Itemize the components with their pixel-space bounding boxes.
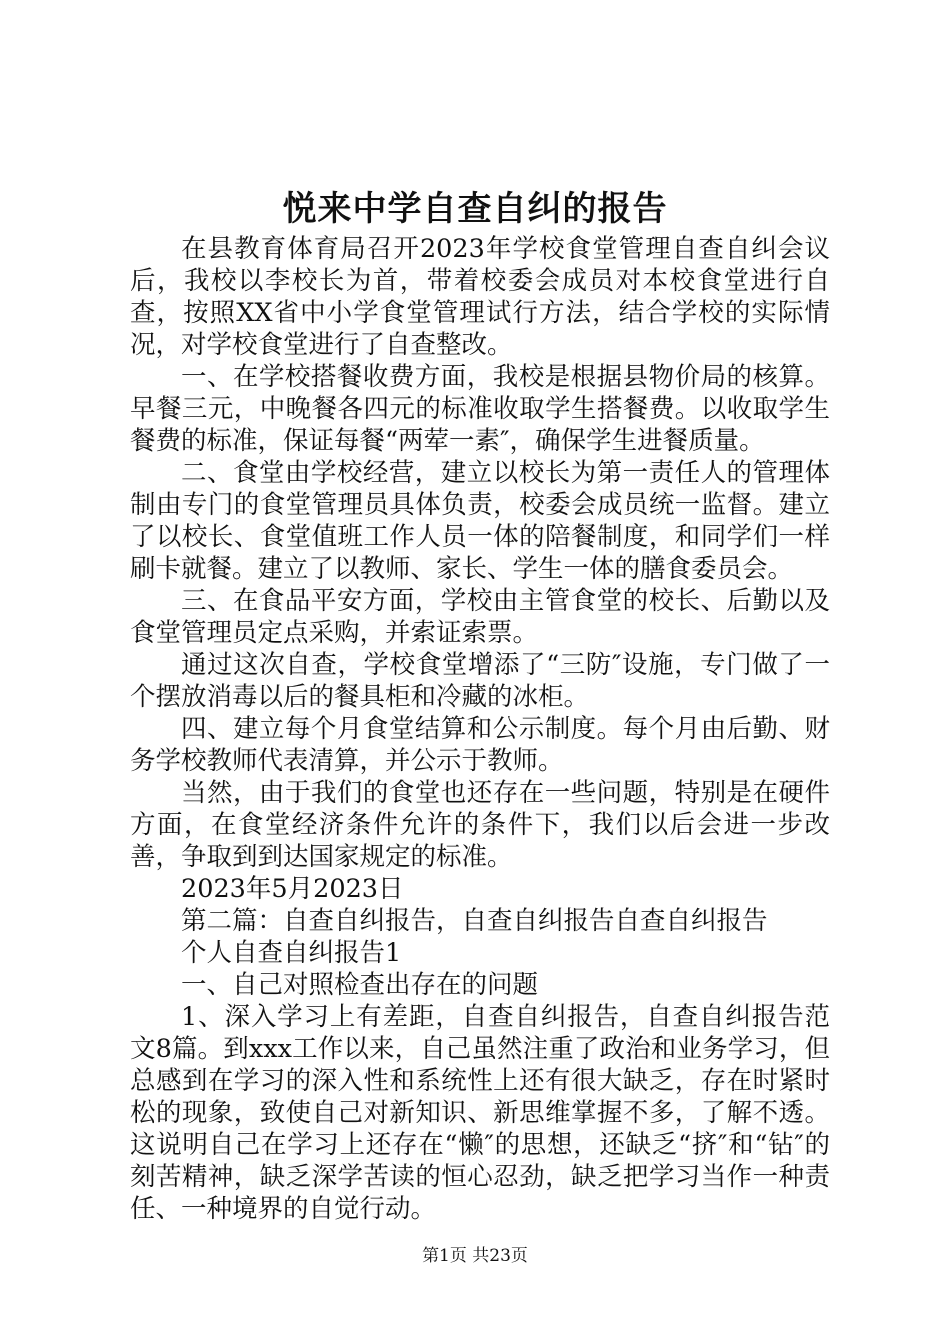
subsection-heading: 一、自己对照检查出存在的问题 — [181, 970, 539, 1000]
paragraph: 当然，由于我们的食堂也还存在一些问题，特别是在硬件方面，在食堂经济条件允许的条件下，我们以后会进一步改善，争取到到达国家规定的标准。 — [130, 778, 830, 872]
paragraph: 四、建立每个月食堂结算和公示制度。每个月由后勤、财务学校教师代表清算，并公示于教师。 — [130, 714, 830, 776]
section-heading: 第二篇：自查自纠报告，自查自纠报告自查自纠报告 — [181, 906, 768, 936]
document-body — [130, 233, 830, 1225]
paragraph: 通过这次自查，学校食堂增添了“三防″设施，专门做了一个摆放消毒以后的餐具柜和冷藏的冰柜。 — [130, 650, 830, 712]
paragraph: 1、深入学习上有差距，自查自纠报告，自查自纠报告范文8篇。到xxx工作以来，自己虽然注重了政治和业务学习，但总感到在学习的深入性和系统性上还有很大缺乏，存在时紧时松的现象，致使自己对新知识、新思维掌握不多，了解不透。这说明自己在学习上还存在“懒″的思想，还缺乏“挤″和“钻″的刻苦精神，缺乏深学苦读的恒心忍劲，缺乏把学习当作一种责任、一种境界的自觉行动。 — [130, 1002, 830, 1224]
paragraph: 二、食堂由学校经营，建立以校长为第一责任人的管理体制由专门的食堂管理员具体负责，校委会成员统一监督。建立了以校长、食堂值班工作人员一体的陪餐制度，和同学们一样刷卡就餐。建立了以教师、家长、学生一体的膳食委员会。 — [130, 458, 830, 584]
document-title: 悦来中学自查自纠的报告 — [282, 189, 668, 229]
paragraph: 在县教育体育局召开2023年学校食堂管理自查自纠会议后，我校以李校长为首，带着校委会成员对本校食堂进行自查，按照XX省中小学食堂管理试行方法，结合学校的实际情况，对学校食堂进行了自查整改。 — [130, 234, 830, 360]
paragraph: 三、在食品平安方面，学校由主管食堂的校长、后勤以及食堂管理员定点采购，并索证索票。 — [130, 586, 830, 648]
subsection-heading: 个人自查自纠报告1 — [181, 938, 402, 968]
paragraph: 一、在学校搭餐收费方面，我校是根据县物价局的核算。早餐三元，中晚餐各四元的标准收取学生搭餐费。以收取学生餐费的标准，保证每餐“两荤一素″，确保学生进餐质量。 — [130, 362, 830, 456]
page-number-footer: 第1页 共23页 — [422, 1246, 528, 1266]
date-line: 2023年5月2023日 — [181, 874, 404, 904]
